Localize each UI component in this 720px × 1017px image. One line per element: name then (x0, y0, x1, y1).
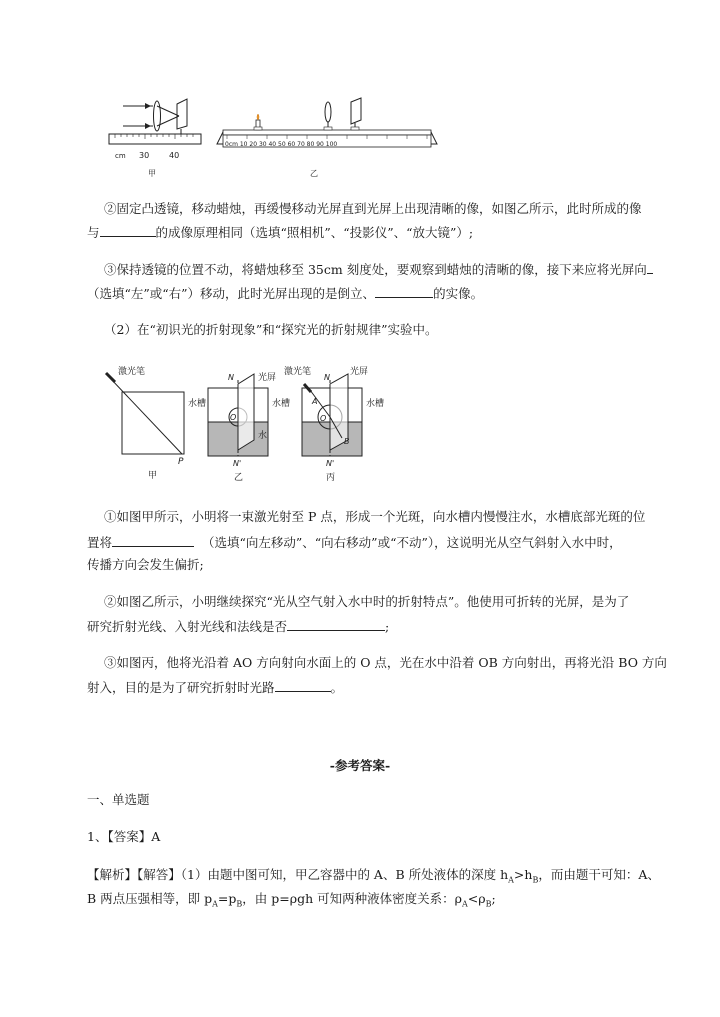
analysis-line2 (87, 892, 496, 912)
analysis-sub-rho-b: B (485, 899, 492, 909)
answer-blank-2[interactable] (647, 262, 653, 274)
analysis-sub-rho-a: A (461, 899, 468, 909)
q2-part3-line2 (87, 680, 343, 695)
point-p-label: P (178, 457, 184, 467)
bing-n-label: N (324, 373, 330, 382)
q2-part2-pre: 研究折射光线、入射光线和法线是否 (87, 619, 288, 634)
jia-tick-30: 30 (139, 151, 150, 160)
bing-screen-label: 光屏 (350, 367, 369, 377)
lens-experiment-figure (105, 96, 445, 182)
q1-part3-line1 (104, 262, 653, 277)
q1-part2-pre: 与 (87, 225, 100, 240)
answer-blank-4[interactable] (112, 535, 194, 547)
refraction-jia-caption: 甲 (148, 471, 158, 481)
refraction-experiment-figure (98, 360, 388, 486)
answer-blank-5[interactable] (287, 619, 385, 631)
analysis-line1-post: ，而由题干可知：A、 (538, 867, 660, 882)
yi-water-label: 水 (258, 431, 268, 441)
q1-part3-post: 的实像。 (433, 286, 484, 301)
q2-part2-post: ; (385, 619, 390, 634)
q1-part3-text: ③保持透镜的位置不动，将蜡烛移至 35cm 刻度处，要观察到蜡烛的清晰的像，接下来应将光屏向 (104, 262, 647, 277)
bing-tank-label: 水槽 (366, 399, 385, 409)
bing-b-label: B (344, 437, 350, 446)
q2-part1-line1: ①如图甲所示，小明将一束激光射至 P 点，形成一个光斑，向水槽内慢慢注水，水槽底部光斑的位 (104, 509, 646, 524)
analysis-line2-lt: <ρ (467, 891, 486, 906)
analysis-sub-pa: A (212, 899, 218, 909)
analysis-line2-eq: =p (217, 891, 237, 906)
jia-laser-label: 激光笔 (118, 367, 146, 377)
q2-intro: （2）在“初识光的折射现象”和“探究光的折射规律”实验中。 (104, 322, 438, 337)
analysis-sub-a: A (508, 875, 514, 885)
figure-refraction-yi (208, 371, 290, 483)
q2-part3-post: 。 (330, 680, 344, 695)
yi-tank-label: 水槽 (272, 399, 291, 409)
q2-part3-pre: 射入，目的是为了研究折射时光路 (87, 680, 275, 695)
yi-screen-label: 光屏 (258, 373, 277, 383)
q2-part2-line2 (87, 619, 389, 634)
bing-o-label: O (320, 414, 327, 423)
q1-part3-pre: （选填“左”或“右”）移动，此时光屏出现的是倒立、 (87, 286, 376, 301)
q2-part1-line3: 传播方向会发生偏折; (87, 557, 204, 572)
q2-part2-line1: ②如图乙所示，小明继续探究“光从空气射入水中时的折射特点”。他使用可折转的光屏，是为了 (104, 594, 630, 609)
q2-part1-post: （选填“向左移动”、“向右移动”或“不动”），这说明光从空气斜射入水中时， (202, 535, 622, 550)
jia-tank-label: 水槽 (188, 399, 207, 409)
yi-n2-label: N' (233, 459, 242, 468)
q2-part3-line1: ③如图丙，他将光沿着 AO 方向射向水面上的 O 点，光在水中沿着 OB 方向射出，再将光沿 BO 方向 (104, 655, 667, 670)
answer-blank-3[interactable] (375, 286, 433, 298)
q1-part2-line2 (87, 225, 473, 240)
refraction-yi-caption: 乙 (234, 473, 244, 483)
answer-blank-1[interactable] (100, 225, 156, 237)
figure-yi (217, 98, 437, 178)
analysis-line1-pre: 【解析】【解答】（1）由题中图可知，甲乙容器中的 A、B 所处液体的深度 h (87, 867, 509, 882)
refraction-bing-caption: 丙 (326, 473, 336, 483)
analysis-line2-mid: ，由 p=ρgh 可知两种液体密度关系：ρ (242, 891, 462, 906)
answer-header: -参考答案- (329, 758, 391, 773)
q2-part1-line2 (87, 535, 622, 550)
answer-1: 1、【答案】A (87, 829, 161, 844)
q1-part2-line1: ②固定凸透镜，移动蜡烛，再缓慢移动光屏直到光屏上出现清晰的像，如图乙所示，此时所成的像 (104, 201, 642, 216)
q1-part3-line2 (87, 286, 483, 301)
analysis-line2-pre: B 两点压强相等，即 p (87, 891, 213, 906)
yi-o-label: O (230, 413, 237, 422)
jia-tick-40: 40 (169, 151, 180, 160)
jia-caption: 甲 (148, 169, 156, 178)
analysis-line1 (87, 868, 660, 888)
bing-n2-label: N' (326, 459, 335, 468)
q2-part1-pre: 置将 (87, 535, 113, 550)
yi-ruler-label: 0cm 10 20 30 40 50 60 70 80 90 100 (225, 141, 338, 148)
figure-jia (109, 99, 201, 178)
yi-n-label: N (228, 373, 234, 382)
analysis-line1-mid: >h (513, 867, 533, 882)
answer-blank-6[interactable] (275, 680, 331, 692)
bing-a-label: A (312, 397, 318, 406)
figure-refraction-jia (106, 365, 206, 481)
q1-part2-post: 的成像原理相同（选填“照相机”、“投影仪”、“放大镜”）; (155, 225, 474, 240)
yi-caption: 乙 (310, 169, 318, 178)
analysis-line2-post: ; (491, 891, 496, 906)
figure-refraction-bing (284, 365, 384, 483)
bing-laser-label: 激光笔 (284, 367, 312, 377)
jia-unit-label: cm (115, 152, 126, 160)
analysis-sub-pb: B (236, 899, 243, 909)
section-title: 一、单选题 (87, 792, 150, 807)
analysis-sub-b: B (532, 875, 539, 885)
